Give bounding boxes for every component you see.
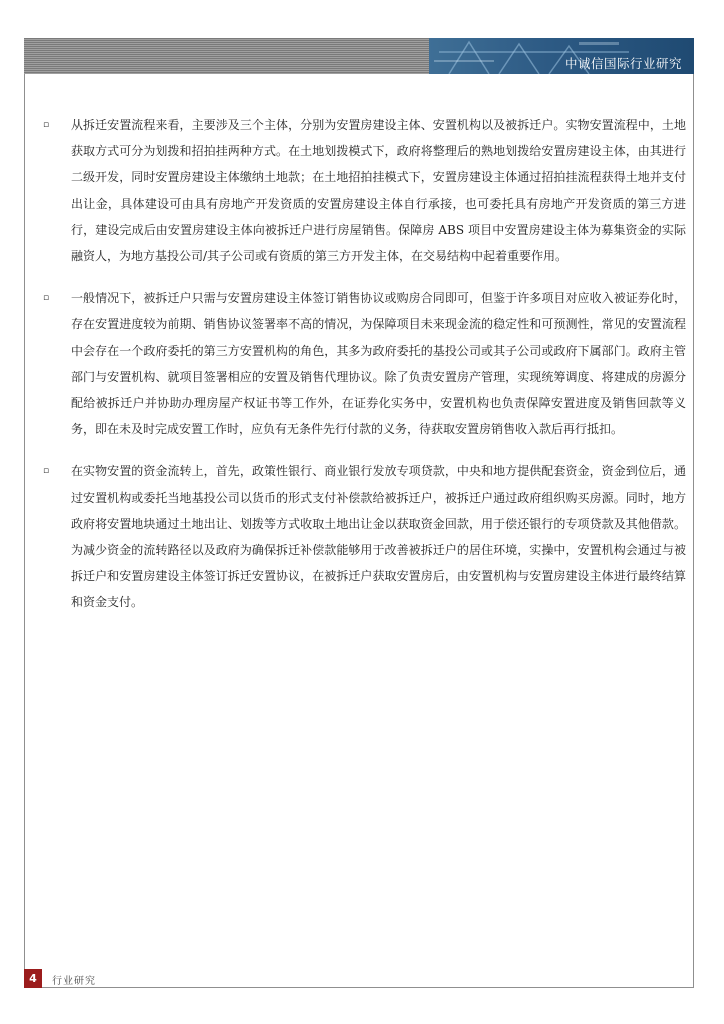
paragraph-3 xyxy=(38,458,686,615)
bullet-icon: ▫ xyxy=(43,120,50,130)
document-body xyxy=(38,112,686,632)
header-title: 中诚信国际行业研究 xyxy=(564,56,682,71)
paragraph-text: 一般情况下，被拆迁户只需与安置房建设主体签订销售协议或购房合同即可，但鉴于许多项目对应收入被证券化时，存在安置进度较为前期、销售协议签署率不高的情况，为保障项目未来现金流的稳定性和可预测性，常见的安置流程中会存在一个政府委托的第三方安置机构的角色，其多为政府委托的基投公司或其子公司或政府下属部门。政府主管部门与安置机构、就项目签署相应的安置及销售代理协议。除了负责安置房产管理，实现统筹调度、将建成的房源分配给被拆迁户并协助办理房屋产权证书等工作外，在证券化实务中，安置机构也负责保障安置进度及销售回款等义务，即在未及时完成安置工作时，应负有无条件先行付款的义务，待获取安置房销售收入款后再行抵扣。 xyxy=(71,291,686,437)
page-frame-right xyxy=(693,74,694,988)
paragraph-text: 从拆迁安置流程来看，主要涉及三个主体，分别为安置房建设主体、安置机构以及被拆迁户。实物安置流程中，土地获取方式可分为划拨和招拍挂两种方式。在土地划拨模式下，政府将整理后的熟地划拨给安置房建设主体，由其进行二级开发，同时安置房建设主体缴纳土地款；在土地招拍挂模式下，安置房建设主体通过招拍挂流程获得土地并支付出让金，具体建设可由具有房地产开发资质的安置房建设主体自行承接，也可委托具有房地产开发资质的第三方进行，建设完成后由安置房建设主体向被拆迁户进行房屋销售。保障房 ABS 项目中安置房建设主体为募集资金的实际融资人，为地方基投公司/其子公司或有资质的第三方开发主体，在交易结构中起着重要作用。 xyxy=(71,118,686,264)
page-frame-left xyxy=(24,74,25,988)
paragraph-1 xyxy=(38,112,686,269)
footer-label: 行业研究 xyxy=(52,976,96,987)
bullet-icon: ▫ xyxy=(43,466,50,477)
paragraph-2 xyxy=(38,285,686,442)
page-number: 4 xyxy=(24,969,42,988)
bullet-icon: ▫ xyxy=(43,293,50,304)
paragraph-text: 在实物安置的资金流转上，首先，政策性银行、商业银行发放专项贷款，中央和地方提供配套资金，资金到位后，通过安置机构或委托当地基投公司以货币的形式支付补偿款给被拆迁户，被拆迁户通过政府组织购买房源。同时，地方政府将安置地块通过土地出让、划拨等方式收取土地出让金以获取资金回款，用于偿还银行的专项贷款及其他借款。为减少资金的流转路径以及政府为确保拆迁补偿款能够用于改善被拆迁户的居住环境，实操中，安置机构会通过与被拆迁户和安置房建设主体签订拆迁安置协议，在被拆迁户获取安置房后，由安置机构与安置房建设主体进行最终结算和资金支付。 xyxy=(71,464,686,610)
footer-divider xyxy=(24,987,694,988)
header-banner-image xyxy=(429,38,694,74)
